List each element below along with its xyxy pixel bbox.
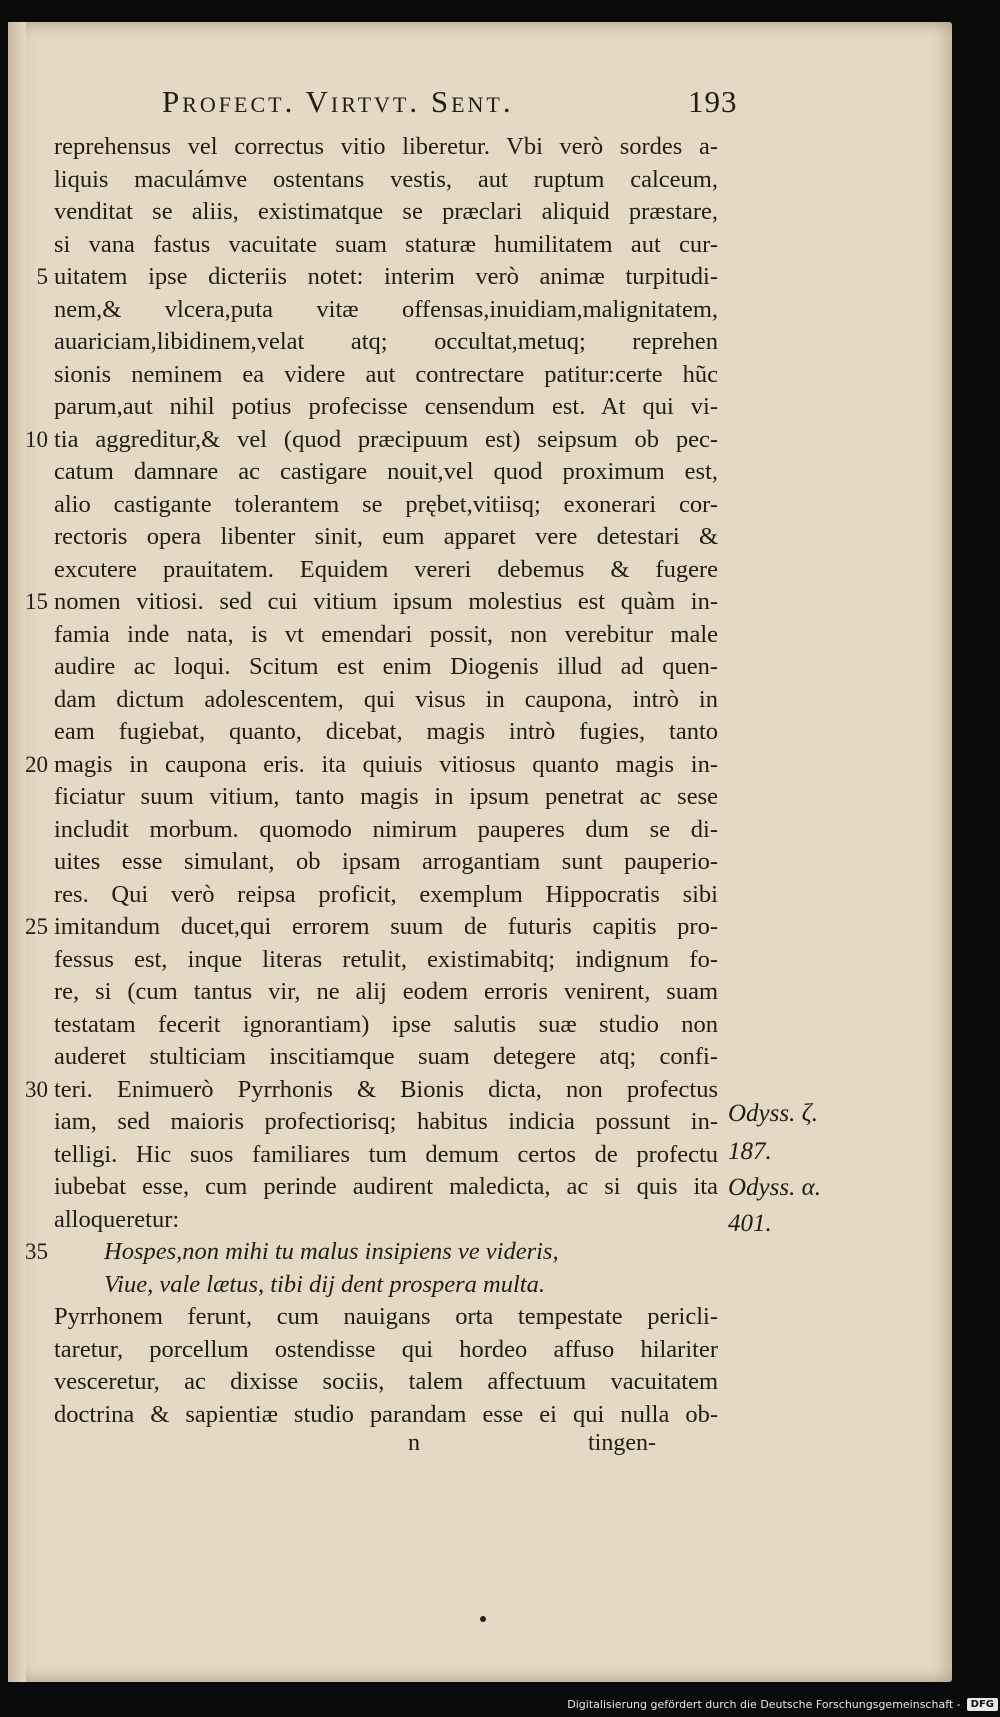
- text-line: [8, 1040, 952, 1073]
- line-text: doctrina & sapientiæ studio parandam esse ei qui nulla ob-: [54, 1400, 718, 1428]
- marginal-note: Odyss. ζ.: [728, 1100, 818, 1127]
- line-text: venditat se aliis, existimatque se præclari aliquid præstare,: [54, 198, 718, 225]
- line-number: 35: [25, 1239, 48, 1264]
- text-line: [8, 1300, 952, 1333]
- line-text: eam fugiebat, quanto, dicebat, magis intrò fugies, tanto: [54, 718, 718, 745]
- line-text: alloqueretur:: [54, 1205, 180, 1233]
- line-text: uitatem ipse dicteriis notet: interim verò animæ turpitudi-: [54, 263, 718, 290]
- line-number: 15: [25, 589, 48, 614]
- text-line: [8, 1008, 952, 1041]
- text-line: [8, 683, 952, 716]
- line-number: 5: [36, 264, 48, 289]
- text-line: [8, 390, 952, 423]
- book-page: [8, 22, 952, 1682]
- text-line: [8, 195, 952, 228]
- line-text: famia inde nata, is vt emendari possit, non verebitur male: [54, 620, 718, 648]
- running-head-title: Profect. Virtvt. Sent.: [162, 84, 514, 119]
- text-line: [8, 910, 952, 943]
- marginal-note: 401.: [728, 1210, 772, 1237]
- text-line: [8, 1365, 952, 1398]
- line-text: auariciam,libidinem,velat atq; occultat,metuq; reprehen: [54, 328, 718, 355]
- text-line: [8, 553, 952, 586]
- line-text: auderet stulticiam inscitiamque suam detegere atq; confi-: [54, 1043, 718, 1070]
- line-text: res. Qui verò reipsa proficit, exemplum Hippocratis sibi: [54, 880, 718, 908]
- text-line: [8, 715, 952, 748]
- line-text: re, si (cum tantus vir, ne alij eodem erroris venirent, suam: [54, 978, 718, 1005]
- ink-dot: [480, 1616, 486, 1622]
- text-line: [8, 130, 952, 163]
- text-line: [8, 585, 952, 618]
- line-text: audire ac loqui. Scitum est enim Diogenis illud ad quen-: [54, 653, 718, 680]
- line-text: dam dictum adolescentem, qui visus in caupona, intrò in: [54, 685, 718, 713]
- text-line: [8, 748, 952, 781]
- line-text: tia aggreditur,& vel (quod præcipuum est) seipsum ob pec-: [54, 425, 718, 453]
- line-text: magis in caupona eris. ita quiuis vitiosus quanto magis in-: [54, 750, 718, 778]
- line-text: taretur, porcellum ostendisse qui hordeo affuso hilariter: [54, 1335, 718, 1363]
- text-line: [8, 1235, 952, 1268]
- line-number: 20: [25, 751, 48, 777]
- text-line: [8, 1333, 952, 1366]
- footer-credit: Digitalisierung gefördert durch die Deutsche Forschungsgemeinschaft -: [567, 1697, 961, 1711]
- line-text: excutere prauitatem. Equidem vereri debemus & fugere: [54, 555, 718, 583]
- text-line: [8, 780, 952, 813]
- line-text: uites esse simulant, ob ipsam arrogantiam sunt pauperio-: [54, 848, 718, 875]
- text-line: [8, 293, 952, 326]
- line-text: teri. Enimuerò Pyrrhonis & Bionis dicta, non profectus: [54, 1075, 718, 1103]
- line-text: Pyrrhonem ferunt, cum nauigans orta tempestate pericli-: [54, 1303, 718, 1330]
- line-text: alio castigante tolerantem se prębet,vitiisq; exonerari cor-: [54, 490, 718, 518]
- line-text: vesceretur, ac dixisse sociis, talem affectuum vacuitatem: [54, 1368, 718, 1395]
- text-line: [8, 325, 952, 358]
- text-line: [8, 1268, 952, 1301]
- text-line: [8, 975, 952, 1008]
- text-line: [8, 943, 952, 976]
- text-line: [8, 423, 952, 456]
- text-line: [8, 163, 952, 196]
- page-number: 193: [688, 84, 738, 119]
- line-text: ficiatur suum vitium, tanto magis in ipsum penetrat ac sese: [54, 783, 718, 810]
- line-number: 30: [25, 1076, 48, 1102]
- line-text: liquis maculámve ostentans vestis, aut ruptum calceum,: [54, 165, 718, 193]
- line-text: catum damnare ac castigare nouit,vel quod proximum est,: [54, 458, 718, 485]
- line-text: si vana fastus vacuitate suam staturæ humilitatem aut cur-: [54, 230, 718, 258]
- line-text: imitandum ducet,qui errorem suum de futuris capitis pro-: [54, 913, 718, 940]
- text-line: [8, 813, 952, 846]
- line-text: iam, sed maioris profectiorisq; habitus indicia possunt in-: [54, 1108, 718, 1135]
- marginal-note: 187.: [728, 1138, 772, 1165]
- text-line: [8, 488, 952, 521]
- marginal-note: Odyss. α.: [728, 1174, 821, 1201]
- text-line: [8, 618, 952, 651]
- text-line: [8, 260, 952, 293]
- line-text: sionis neminem ea videre aut contrectare patitur:certe hũc: [54, 360, 718, 388]
- text-line: [8, 358, 952, 391]
- verse-line: Viue, vale lætus, tibi dij dent prospera multa.: [104, 1270, 545, 1298]
- signature-mark: n: [408, 1430, 420, 1456]
- line-text: nomen vitiosi. sed cui vitium ipsum molestius est quàm in-: [54, 588, 718, 615]
- dfg-logo: DFG: [967, 1698, 998, 1711]
- line-text: telligi. Hic suos familiares tum demum certos de profectu: [54, 1140, 718, 1168]
- line-text: testatam fecerit ignorantiam) ipse salutis suæ studio non: [54, 1010, 718, 1038]
- line-text: nem,& vlcera,puta vitæ offensas,inuidiam,malignitatem,: [54, 295, 718, 323]
- line-text: fessus est, inque literas retulit, existimabitq; indignum fo-: [54, 945, 718, 973]
- line-text: includit morbum. quomodo nimirum pauperes dum se di-: [54, 815, 718, 843]
- line-text: rectoris opera libenter sinit, eum apparet vere detestari &: [54, 523, 718, 550]
- catchword: tingen-: [588, 1430, 656, 1456]
- text-line: [8, 650, 952, 683]
- verse-line: Hospes,non mihi tu malus insipiens ve videris,: [104, 1238, 559, 1265]
- text-line: [8, 845, 952, 878]
- body-text: [8, 130, 952, 1463]
- line-text: parum,aut nihil potius profecisse censendum est. At qui vi-: [54, 393, 718, 420]
- line-number: 25: [25, 914, 48, 939]
- text-line: [8, 455, 952, 488]
- text-line: [8, 228, 952, 261]
- line-text: iubebat esse, cum perinde audirent maledicta, ac si quis ita: [54, 1173, 718, 1200]
- catchline: [8, 1430, 952, 1463]
- running-head: [8, 84, 952, 134]
- digitization-footer: [540, 1695, 998, 1713]
- text-line: [8, 1398, 952, 1431]
- line-text: reprehensus vel correctus vitio liberetur. Vbi verò sordes a-: [54, 133, 718, 160]
- text-line: [8, 878, 952, 911]
- line-number: 10: [25, 426, 48, 452]
- text-line: [8, 520, 952, 553]
